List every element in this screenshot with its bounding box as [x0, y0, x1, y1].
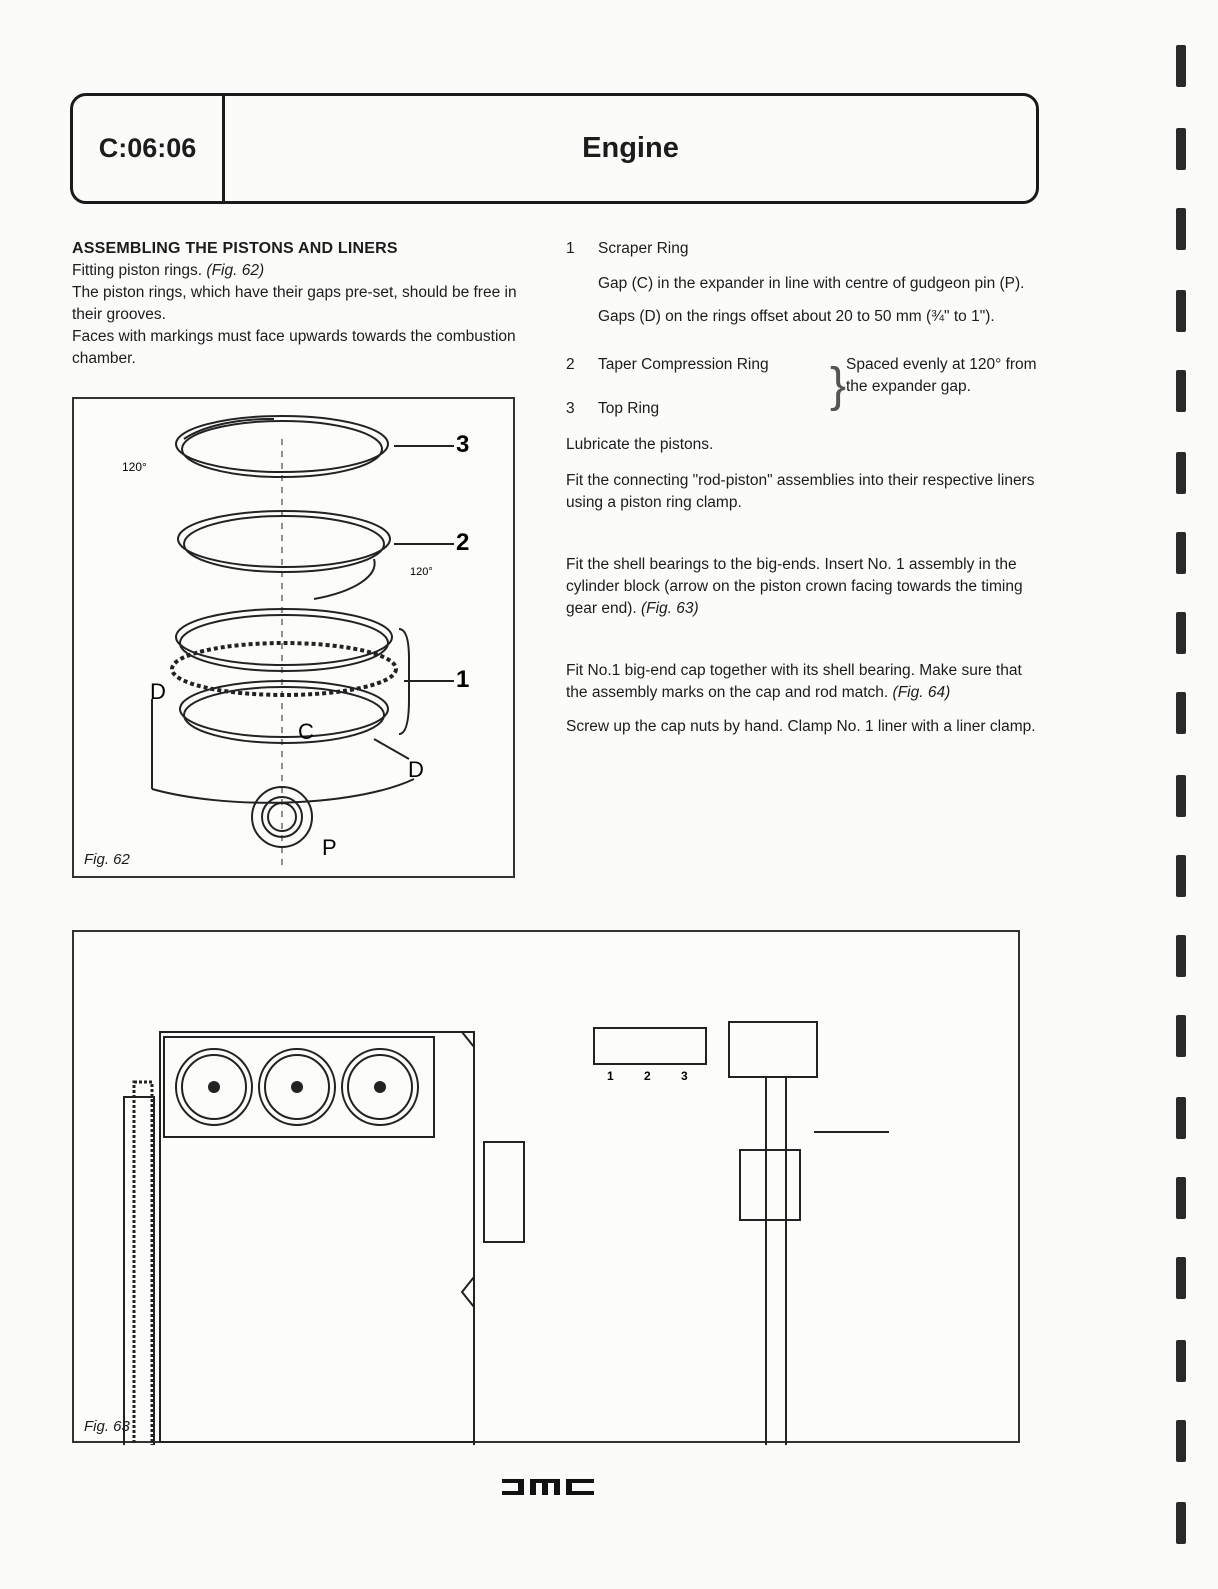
- paragraph: Gaps (D) on the rings offset about 20 to 50 mm (¾" to 1").: [598, 308, 995, 325]
- paragraph: Faces with markings must face upwards towards the combustion chamber.: [72, 328, 516, 367]
- paragraph: Fit the shell bearings to the big-ends. Insert No. 1 assembly in the cylinder block (arrow on the piston crown facing towards the timing gear end). (Fig. 63): [566, 556, 1023, 617]
- angle-label: 120°: [410, 566, 433, 578]
- ring-spacing-group: [566, 354, 1036, 424]
- gap-c-label: C: [298, 719, 314, 744]
- cylinder-number: 1: [607, 1069, 614, 1083]
- paragraph: The piston rings, which have their gaps pre-set, should be free in their grooves.: [72, 284, 517, 323]
- cylinder-block-diagram: [74, 932, 1022, 1445]
- paragraph: Gap (C) in the expander in line with centre of gudgeon pin (P).: [598, 275, 1025, 292]
- paragraph: Fit the connecting "rod-piston" assemblies into their respective liners using a piston ring clamp.: [566, 472, 1035, 511]
- figure-caption: Fig. 62: [84, 851, 130, 868]
- figure-63: [72, 930, 1020, 1443]
- paragraph: Screw up the cap nuts by hand. Clamp No. 1 liner with a liner clamp.: [566, 718, 1036, 735]
- figure-caption: Fig. 63: [84, 1418, 130, 1435]
- spacing-note: Spaced evenly at 120° from the expander gap.: [846, 356, 1037, 395]
- gap-d-label: D: [150, 679, 166, 704]
- angle-label: 120°: [122, 460, 147, 474]
- piston-rings-diagram: [74, 399, 517, 880]
- section-code: C:06:06: [73, 96, 225, 201]
- list-item-taper-ring: 2 Taper Compression Ring: [566, 356, 769, 373]
- list-item-scraper-ring: 1 Scraper Ring: [566, 240, 689, 257]
- left-column: [72, 238, 532, 370]
- fig-reference: (Fig. 62): [206, 262, 265, 279]
- dmc-logo: [500, 1467, 600, 1507]
- page-title: Engine: [582, 132, 679, 164]
- ring-2-label: 2: [456, 529, 470, 556]
- section-heading: ASSEMBLING THE PISTONS AND LINERS: [72, 240, 398, 257]
- page-header: [70, 93, 1039, 204]
- ring-3-label: 3: [456, 431, 470, 458]
- brace-icon: }: [830, 359, 847, 412]
- fig-reference: (Fig. 63): [640, 600, 699, 617]
- right-column: [566, 238, 1036, 738]
- fig-reference: (Fig. 64): [892, 684, 951, 701]
- pin-p-label: P: [322, 835, 337, 860]
- subheading: Fitting piston rings. (Fig. 62): [72, 262, 265, 279]
- gap-d-label: D: [408, 757, 424, 782]
- list-item-top-ring: 3 Top Ring: [566, 400, 660, 417]
- cylinder-number: 2: [644, 1069, 651, 1083]
- paragraph: Fit No.1 big-end cap together with its shell bearing. Make sure that the assembly marks on the cap and rod match. (Fig. 64): [566, 662, 1022, 701]
- figure-62: [72, 397, 515, 878]
- cylinder-number: 3: [681, 1069, 688, 1083]
- paragraph: Lubricate the pistons.: [566, 436, 714, 453]
- ring-1-label: 1: [456, 666, 470, 693]
